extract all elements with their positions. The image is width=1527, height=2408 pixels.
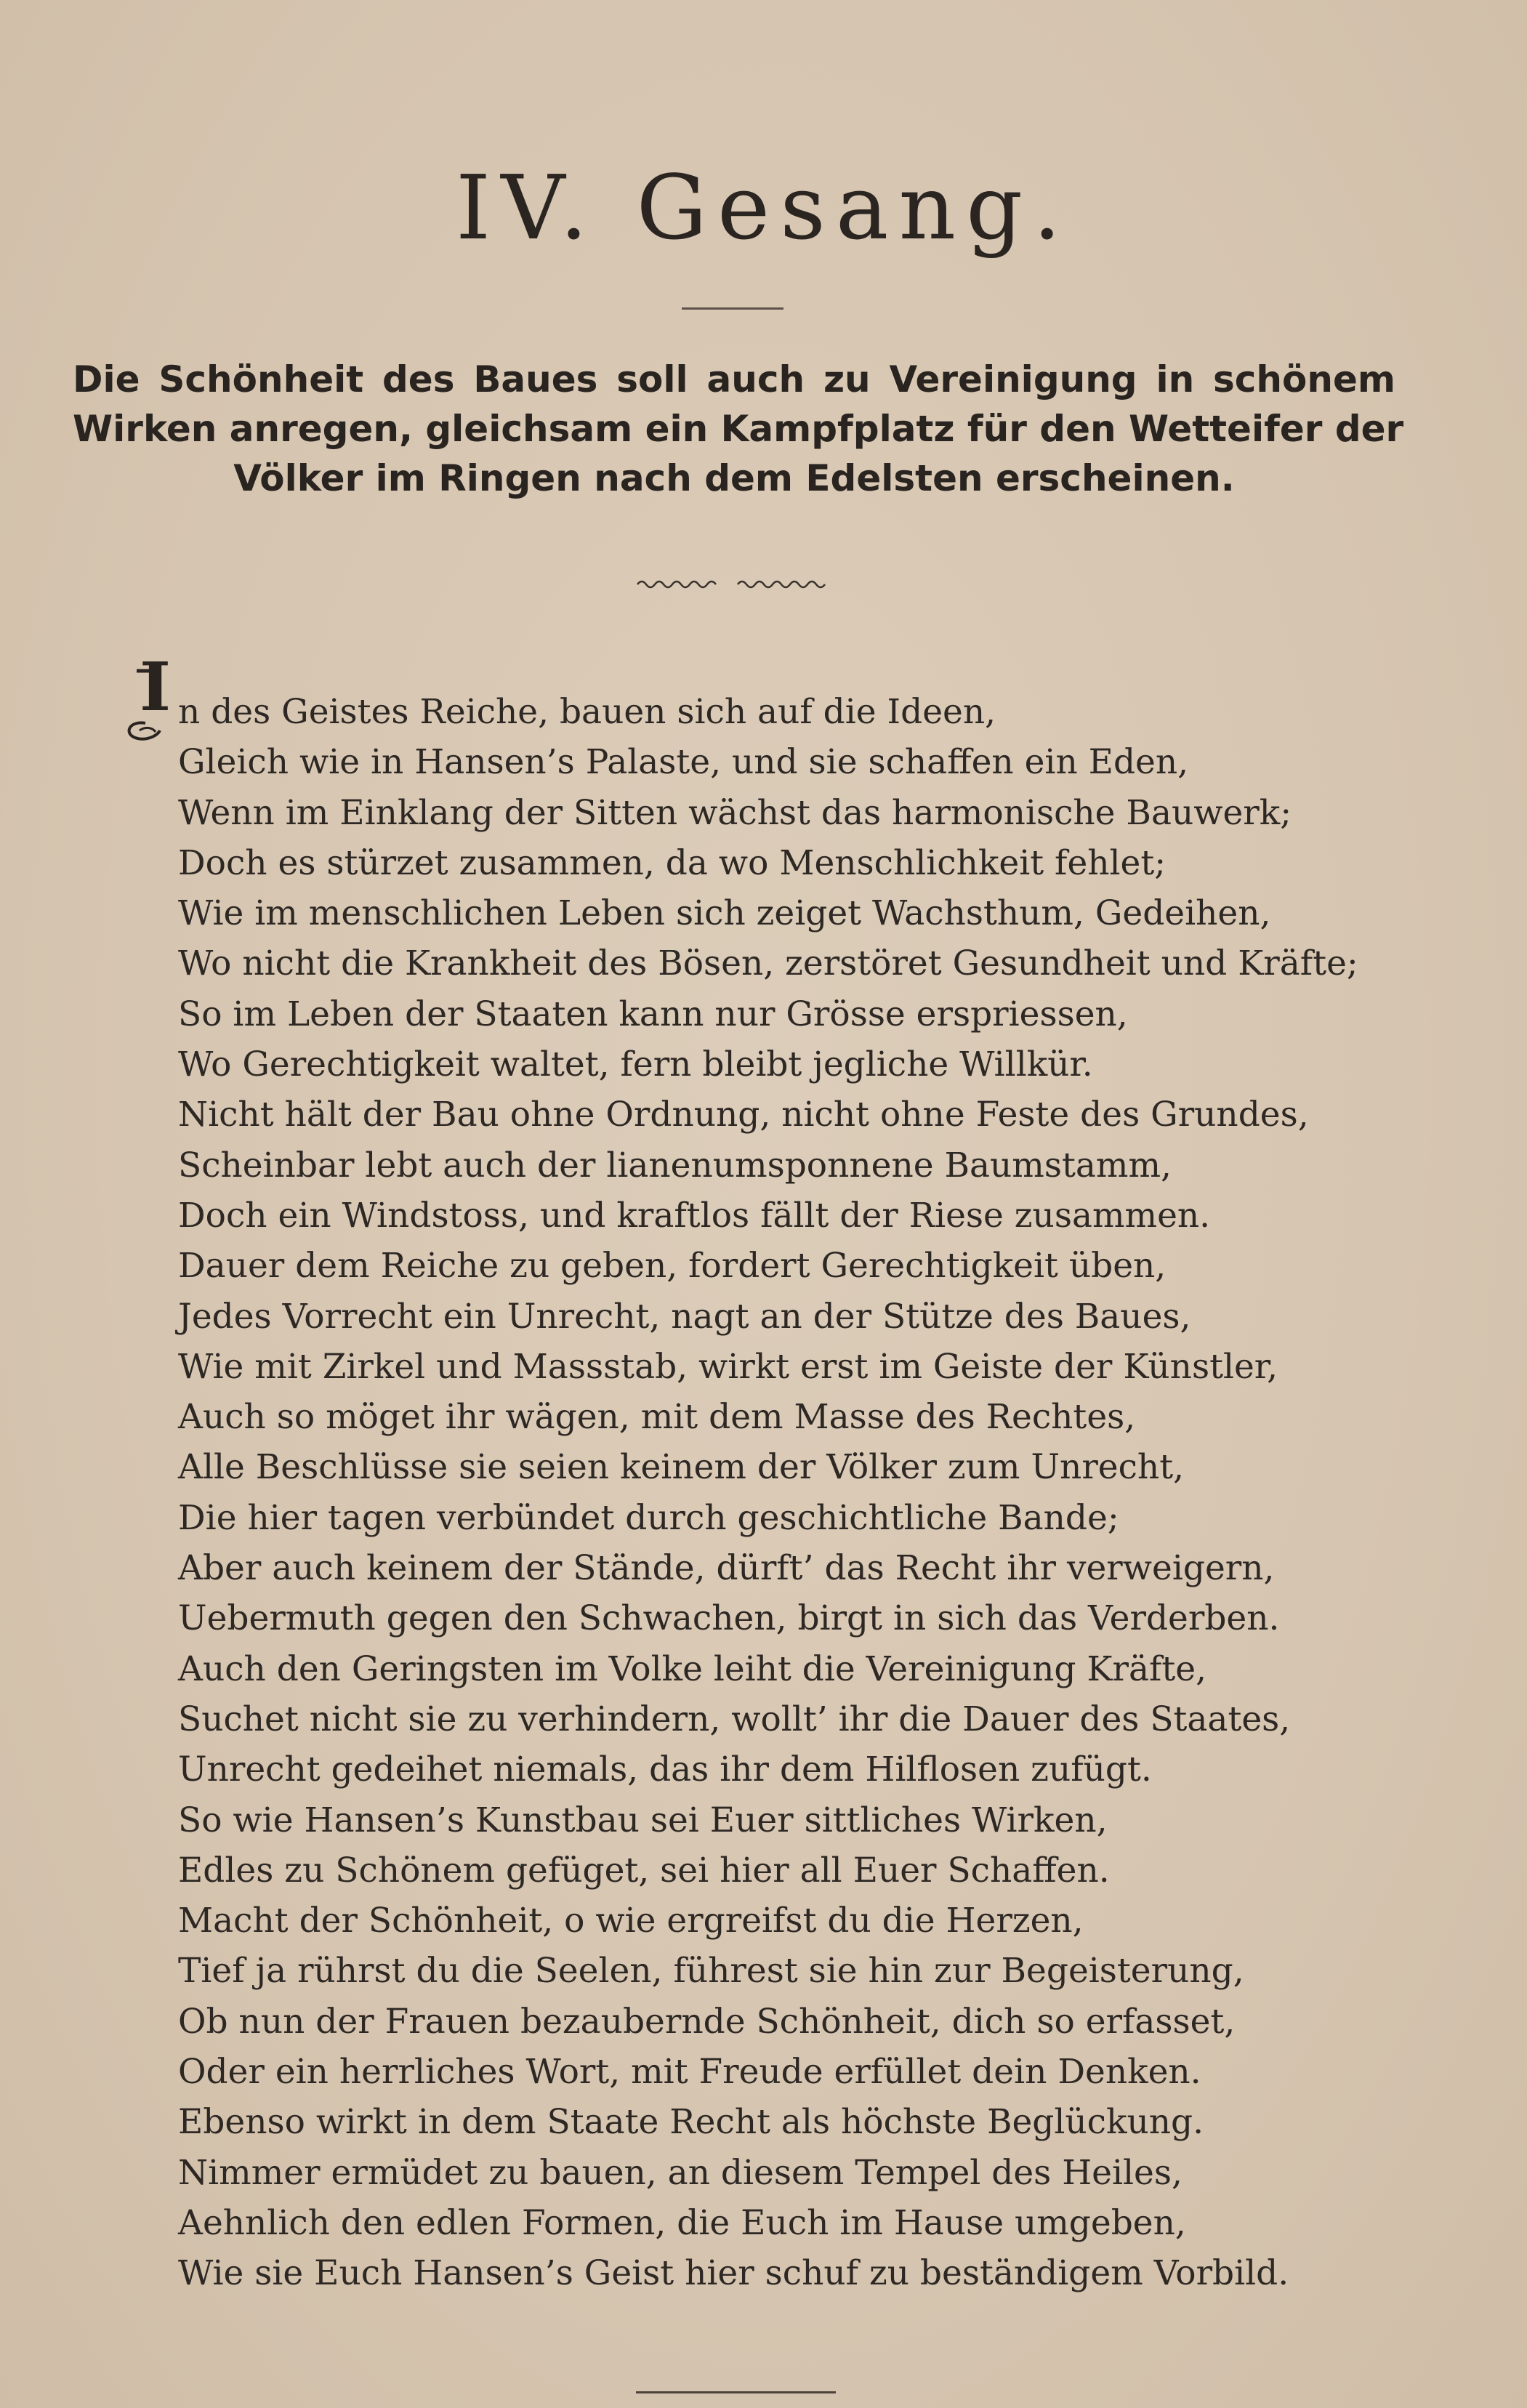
poem-line: Alle Beschlüsse sie seien keinem der Völker zum Unrecht,	[178, 1447, 1185, 1488]
poem-line: Edles zu Schönem gefüget, sei hier all Euer Schaffen.	[178, 1850, 1110, 1890]
poem-line: Wenn im Einklang der Sitten wächst das harmonische Bauwerk;	[178, 792, 1292, 833]
initial-letter: I	[140, 658, 172, 726]
poem-line: Oder ein herrliches Wort, mit Freude erfüllet dein Denken.	[178, 2052, 1201, 2093]
poem-line: Nimmer ermüdet zu bauen, an diesem Tempel des Heiles,	[178, 2152, 1182, 2193]
poem-body	[178, 687, 1358, 2299]
poem-line: Dauer dem Reiche zu geben, fordert Gerechtigkeit üben,	[178, 1246, 1167, 1286]
poem-line: Uebermuth gegen den Schwachen, birgt in sich das Verderben.	[178, 1598, 1280, 1639]
poem-line: Aber auch keinem der Stände, dürft’ das Recht ihr verweigern,	[178, 1548, 1275, 1589]
title-divider	[682, 307, 783, 310]
poem-line: Tief ja rührst du die Seelen, führest sie hin zur Begeisterung,	[178, 1951, 1244, 1992]
poem-line: So im Leben der Staaten kann nur Grösse erspriessen,	[178, 994, 1128, 1034]
poem-line: Unrecht gedeihet niemals, das ihr dem Hilflosen zufügt.	[178, 1749, 1152, 1790]
summary-line: Wirken anregen, gleichsam ein Kampfplatz für den Wetteifer der	[73, 408, 1404, 450]
chapter-title: IV. Gesang.	[456, 156, 1071, 259]
ornamental-initial	[124, 658, 182, 760]
chapter-summary	[73, 355, 1404, 503]
poem-line: So wie Hansen’s Kunstbau sei Euer sittliches Wirken,	[178, 1800, 1108, 1840]
poem-line: Wo Gerechtigkeit waltet, fern bleibt jegliche Willkür.	[178, 1044, 1093, 1085]
poem-line: Aehnlich den edlen Formen, die Euch im Hause umgeben,	[178, 2202, 1186, 2243]
poem-line: Jedes Vorrecht ein Unrecht, nagt an der Stütze des Baues,	[178, 1296, 1191, 1337]
poem-line: Ob nun der Frauen bezaubernde Schönheit, dich so erfasset,	[178, 2001, 1236, 2042]
poem-line: Suchet nicht sie zu verhindern, wollt’ ihr die Dauer des Staates,	[178, 1699, 1291, 1739]
bottom-divider	[636, 2391, 836, 2393]
poem-line: Doch ein Windstoss, und kraftlos fällt der Riese zusammen.	[178, 1195, 1211, 1236]
poem-line: Wie sie Euch Hansen’s Geist hier schuf zu beständigem Vorbild.	[178, 2253, 1289, 2294]
poem-line: Scheinbar lebt auch der lianenumsponnene Baumstamm,	[178, 1145, 1172, 1185]
summary-line: Die Schönheit des Baues soll auch zu Vereinigung in schönem	[73, 358, 1395, 400]
poem-line: Gleich wie in Hansen’s Palaste, und sie schaffen ein Eden,	[178, 742, 1189, 783]
wave-ornament	[636, 576, 832, 592]
poem-line: Auch so möget ihr wägen, mit dem Masse des Rechtes,	[178, 1397, 1136, 1438]
poem-line: Auch den Geringsten im Volke leiht die Vereinigung Kräfte,	[178, 1648, 1207, 1689]
poem-line-first: n des Geistes Reiche, bauen sich auf die Ideen,	[178, 692, 996, 732]
poem-line: Ebenso wirkt in dem Staate Recht als höchste Beglückung.	[178, 2102, 1204, 2143]
poem-line: Nicht hält der Bau ohne Ordnung, nicht ohne Feste des Grundes,	[178, 1095, 1309, 1135]
poem-line: Doch es stürzet zusammen, da wo Menschlichkeit fehlet;	[178, 842, 1167, 883]
poem-line: Die hier tagen verbündet durch geschichtliche Bande;	[178, 1497, 1119, 1538]
poem-line: Wo nicht die Krankheit des Bösen, zerstöret Gesundheit und Kräfte;	[178, 943, 1358, 984]
summary-line: Völker im Ringen nach dem Edelsten erscheinen.	[233, 457, 1235, 499]
poem-line: Wie mit Zirkel und Massstab, wirkt erst im Geiste der Künstler,	[178, 1346, 1278, 1387]
poem-line: Wie im menschlichen Leben sich zeiget Wachsthum, Gedeihen,	[178, 893, 1271, 934]
poem-line: Macht der Schönheit, o wie ergreifst du die Herzen,	[178, 1901, 1084, 1941]
